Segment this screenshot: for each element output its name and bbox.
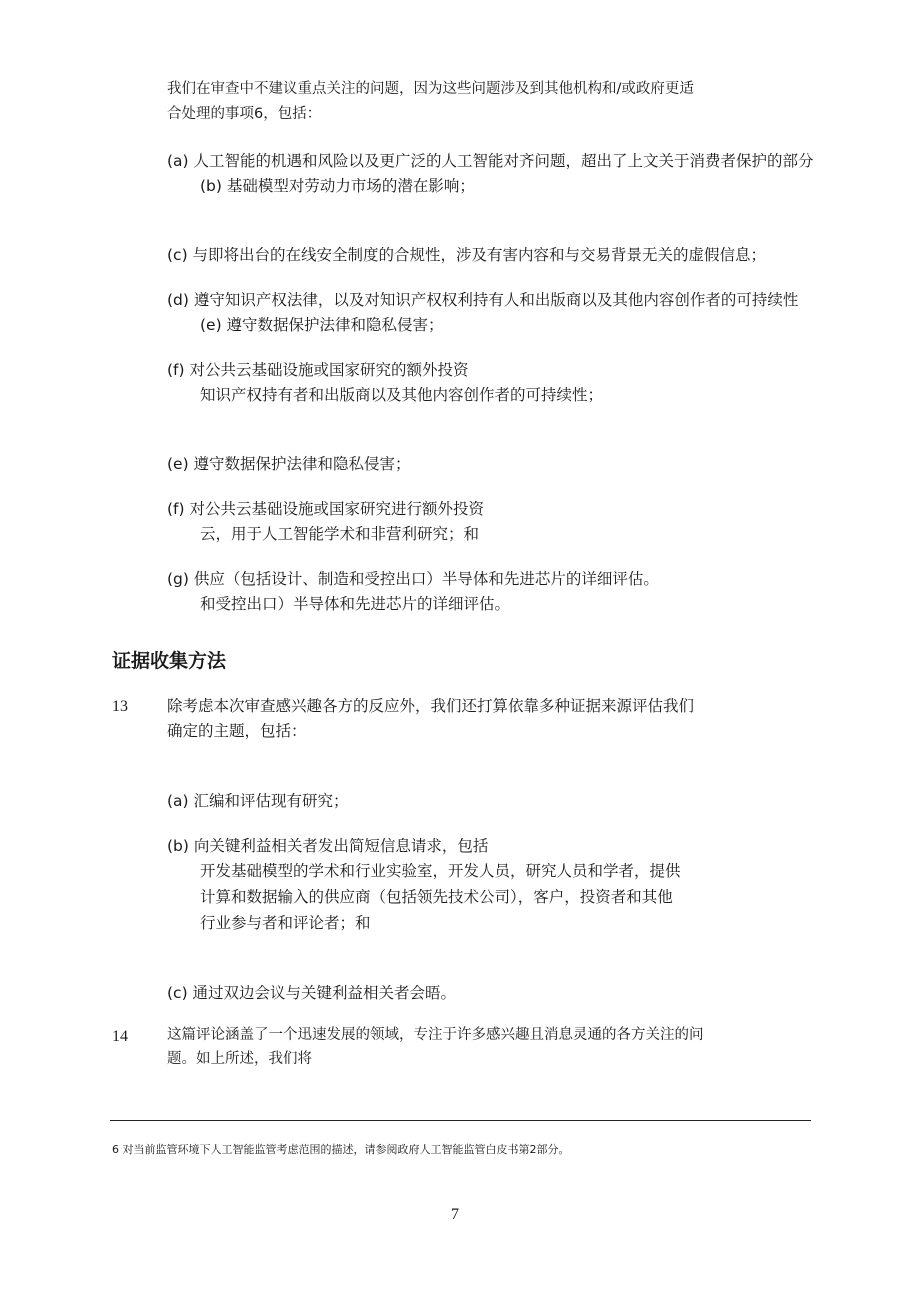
- paragraph-number-14: 14: [112, 1028, 128, 1045]
- paragraph-13-item-c: (c) 通过双边会议与关键利益相关者会晤。: [167, 984, 457, 1002]
- intro-line-1: 我们在审查中不建议重点关注的问题，因为这些问题涉及到其他机构和/或政府更适: [167, 81, 694, 97]
- list-item-f-first-continuation: 知识产权持有者和出版商以及其他内容创作者的可持续性；: [200, 386, 604, 404]
- footnote-divider: [110, 1120, 811, 1121]
- list-item-a: (a) 人工智能的机遇和风险以及更广泛的人工智能对齐问题，超出了上文关于消费者保护的部分: [167, 152, 814, 170]
- list-item-f-second: (f) 对公共云基础设施或国家研究进行额外投资: [167, 500, 484, 518]
- list-item-d: (d) 遵守知识产权法律，以及对知识产权权利持有人和出版商以及其他内容创作者的可持续性: [167, 291, 799, 309]
- list-item-b: (b) 基础模型对劳动力市场的潜在影响；: [200, 177, 475, 195]
- footnote: 6 对当前监管环境下人工智能监管考虑范围的描述，请参阅政府人工智能监管白皮书第2部分。: [112, 1143, 570, 1156]
- paragraph-13-item-b: (b) 向关键利益相关者发出简短信息请求，包括: [167, 837, 489, 855]
- paragraph-number-13: 13: [112, 698, 128, 715]
- paragraph-14-line-2: 题。如上所述，我们将: [167, 1051, 312, 1067]
- list-item-g-continuation: 和受控出口）半导体和先进芯片的详细评估。: [200, 595, 511, 613]
- list-item-c: (c) 与即将出台的在线安全制度的合规性，涉及有害内容和与交易背景无关的虚假信息；: [167, 246, 767, 264]
- paragraph-13-item-a: (a) 汇编和评估现有研究；: [167, 792, 349, 810]
- paragraph-13-item-b-continuation-1: 开发基础模型的学术和行业实验室，开发人员，研究人员和学者，提供: [200, 862, 681, 880]
- list-item-g: (g) 供应（包括设计、制造和受控出口）半导体和先进芯片的详细评估。: [167, 570, 659, 588]
- list-item-f-first: (f) 对公共云基础设施或国家研究的额外投资: [167, 361, 469, 379]
- paragraph-13-item-b-continuation-3: 行业参与者和评论者；和: [200, 914, 371, 932]
- list-item-e: (e) 遵守数据保护法律和隐私侵害；: [167, 455, 411, 473]
- page-number: 7: [451, 1206, 459, 1223]
- intro-line-2: 合处理的事项6，包括：: [167, 106, 322, 122]
- paragraph-13-item-b-continuation-2: 计算和数据输入的供应商（包括领先技术公司），客户，投资者和其他: [200, 888, 673, 906]
- section-heading: 证据收集方法: [112, 650, 227, 672]
- paragraph-13-line-2: 确定的主题，包括：: [167, 722, 307, 740]
- paragraph-14-line-1: 这篇评论涵盖了一个迅速发展的领域，专注于许多感兴趣且消息灵通的各方关注的问: [167, 1027, 704, 1043]
- list-item-e-duplicate: (e) 遵守数据保护法律和隐私侵害；: [200, 316, 444, 334]
- paragraph-13-line-1: 除考虑本次审查感兴趣各方的反应外，我们还打算依靠多种证据来源评估我们: [167, 697, 695, 715]
- list-item-f-second-continuation: 云，用于人工智能学术和非营利研究；和: [200, 525, 480, 543]
